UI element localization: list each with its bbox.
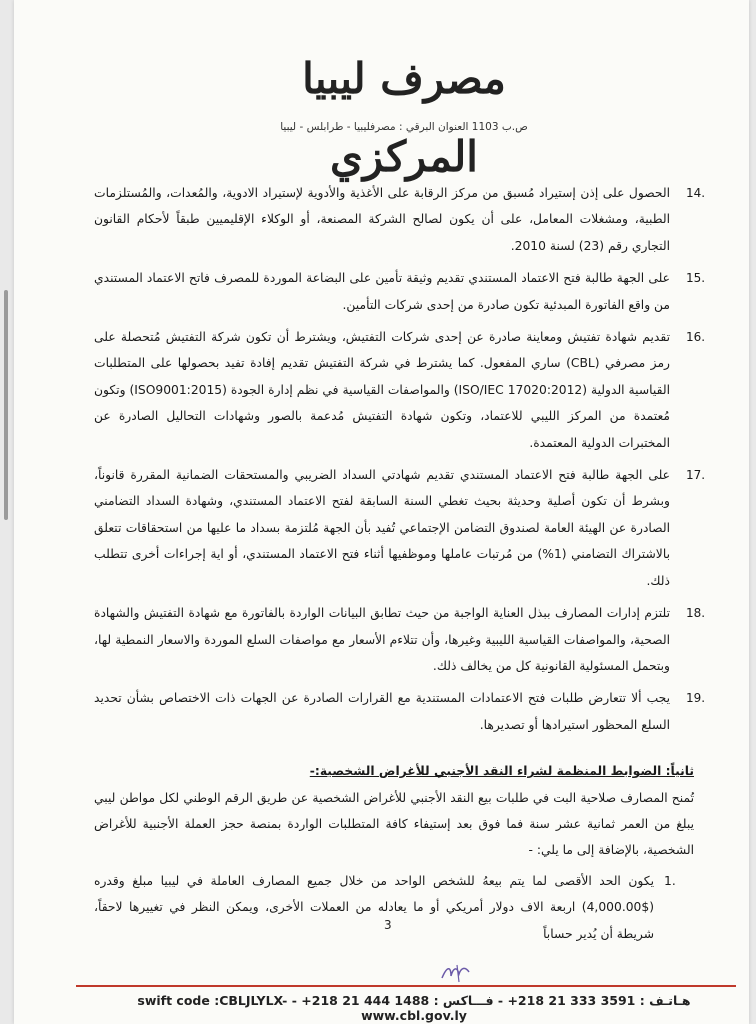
- item-text: يجب ألا تتعارض طلبات فتح الاعتمادات المستندية مع القرارات الصادرة عن الجهات ذات الاختصاص بشأن تحديد السلع المحظور استيرادها أو تصديرها.: [94, 691, 670, 732]
- section-paragraph: تُمنح المصارف صلاحية البت في طلبات بيع النقد الأجنبي للأغراض الشخصية عن طريق الرقم الوطني لكل مواطن ليبي يبلغ من العمر ثمانية عشر سنة فما فوق بعد إستيفاء كافة المتطلبات الواردة بمنصة حجز العملة الأجنبية للأغراض الشخصية، بالإضافة إلى ما يلي: -: [94, 790, 694, 858]
- scrollbar[interactable]: [4, 290, 8, 520]
- document-body: [94, 180, 706, 947]
- list-item: [94, 600, 706, 679]
- section-heading: ثانياً: الضوابط المنظمة لشراء النقد الأجنبي للأغراض الشخصية:-: [309, 764, 694, 779]
- item-text: الحصول على إذن إستيراد مُسبق من مركز الرقابة على الأغذية والأدوية لإستيراد الادوية، والمُعدات، والمُستلزمات الطبية، ومشغلات المعامل، على أن يكون لصالح الشركة المصنعة، أو الوكلاء الإقليميين طبقاً لأحكام القانون التجاري رقم (23) لسنة 2010.: [94, 186, 670, 253]
- sub-item-text: يكون الحد الأقصى لما يتم بيعهُ للشخص الواحد من خلال جميع المصارف العاملة في ليبيا مبلغ وقدره ($4,000.00) اربعة الاف دولار أمريكي أو ما يعادله من العملات الأخرى، ويمكن النظر في تغييرها لاحقاً، شريطة أن يُدير حساباً: [94, 873, 654, 941]
- item-text: على الجهة طالبة فتح الاعتماد المستندي تقديم شهادتي السداد الضريبي والمستحقات الضمانية المقررة قانوناً، وبشرط أن تكون أصلية وحديثة بحيث تغطي السنة السابقة لفتح الاعتماد المستندي، وشهادة السداد التضامني الصادرة عن الهيئة العامة لصندوق التضامن الإجتماعي تُفيد بأن الجهة مُلتزمة بسداد ما عليها من استحقاقات تتعلق بالاشتراك التضامني (1%) من مُرتبات عاملها وموظفيها أثناء فتح الاعتماد المستندي، أو اية إجراءات أخرى تتطلب ذلك.: [94, 468, 670, 588]
- list-item: [94, 265, 706, 318]
- list-item: [94, 685, 706, 738]
- document-page: [14, 0, 749, 1024]
- item-text: تقديم شهادة تفتيش ومعاينة صادرة عن إحدى شركات التفتيش، ويشترط أن تكون شركة التفتيش مُتحصلة على رمز مصرفي (CBL) ساري المفعول. كما يشترط في شركة التفتيش تقديم إفادة تفيد بحصولها على المتطلبات القياسية الدولية (ISO/IEC 17020:2012) والمواصفات القياسية في نظم إدارة الجودة (ISO9001:2015) وتكون مُعتمدة من المركز الليبي للاعتماد، وتكون شهادة التفتيش مُدعمة بالصور وشهادات التحاليل الصادرة عن المختبرات الدولية المعتمدة.: [94, 330, 670, 450]
- item-number: 17.: [686, 468, 706, 483]
- item-number: 18.: [686, 606, 706, 621]
- list-item: [94, 180, 706, 259]
- signature-mark: [439, 962, 473, 984]
- header-address: ص.ب 1103 العنوان البرقي : مصرفليبيا - طرابلس - ليبيا: [280, 121, 528, 133]
- footer-contact: هـاتـف : 3591 333 21 218+ - فـــاكس : 1488 444 21 218+ - swift code :CBLJLYLX- www.cbl.gov.ly: [137, 993, 691, 1023]
- sub-list-item: [94, 868, 694, 947]
- item-number: 15.: [686, 271, 706, 286]
- list-item: [94, 462, 706, 594]
- item-number: 14.: [686, 186, 706, 200]
- item-text: تلتزم إدارات المصارف ببذل العناية الواجبة من حيث تطابق البيانات الواردة بالفاتورة مع شهادة التفتيش والشهادة الصحية، والمواصفات القياسية الليبية وغيرها، وأن تتلاءم الأسعار مع مواصفات السلع الموردة والاسعار النمطية لها، وبتحمل المسئولية القانونية كل من يخالف ذلك.: [94, 606, 670, 673]
- item-number: 16.: [686, 330, 706, 345]
- item-number: 19.: [686, 691, 706, 706]
- footer-rule: [76, 985, 736, 987]
- list-item: [94, 324, 706, 456]
- page-number: 3: [384, 918, 392, 932]
- sub-item-number: 1.: [664, 873, 676, 888]
- bank-logo: مصرف ليبيا المركزي: [302, 54, 506, 181]
- item-text: على الجهة طالبة فتح الاعتماد المستندي تقديم وثيقة تأمين على البضاعة الموردة للمصرف فاتح الاعتماد المستندي من واقع الفاتورة المبدئية تكون صادرة من إحدى شركات التأمين.: [94, 271, 670, 312]
